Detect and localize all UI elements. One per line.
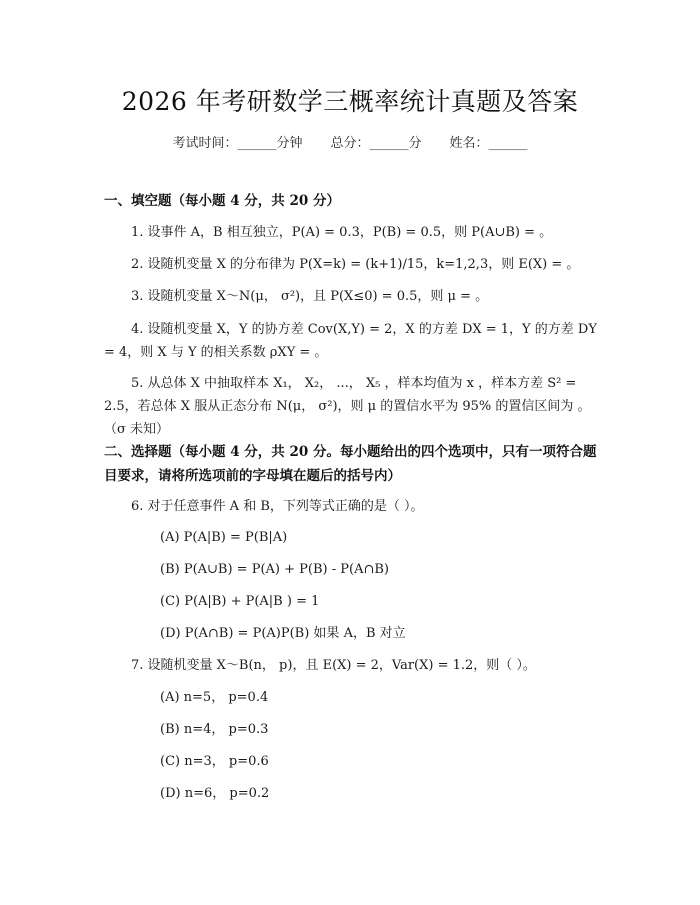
question-6-option-a: (A) P(A|B) = P(B|A) [160, 530, 288, 545]
question-1: 1. 设事件 A，B 相互独立，P(A) = 0.3，P(B) = 0.5，则 P(A∪B) = 。 [131, 225, 553, 240]
exam-name: 姓名：______ [449, 136, 528, 151]
exam-time: 考试时间：______分钟 [172, 136, 303, 151]
exam-meta [0, 132, 700, 151]
question-7-option-c: (C) n=3， p=0.6 [160, 754, 269, 769]
question-7: 7. 设随机变量 X～B(n， p)，且 E(X) = 2，Var(X) = 1.2，则（ ）。 [131, 658, 536, 673]
question-6-option-c: (C) P(A|B) + P(A|B ) = 1 [160, 594, 320, 609]
question-6: 6. 对于任意事件 A 和 B，下列等式正确的是（ ）。 [131, 499, 424, 514]
section-heading-choice: 二、选择题（每小题 4 分，共 20 分。每小题给出的四个选项中，只有一项符合题目要求，请将所选项前的字母填在题后的括号内） [104, 444, 597, 484]
section-heading-fill: 一、填空题（每小题 4 分，共 20 分） [104, 193, 340, 209]
question-6-option-d: (D) P(A∩B) = P(A)P(B) 如果 A，B 对立 [160, 626, 406, 641]
question-5: 5. 从总体 X 中抽取样本 X₁， X₂， ...， X₅ ，样本均值为 x ，样本方差 S² = 2.5，若总体 X 服从正态分布 N(μ， σ²)，则 μ 的置信水平为 95% 的置信区间为 。（σ 未知） [104, 376, 591, 437]
question-6-option-b: (B) P(A∪B) = P(A) + P(B) - P(A∩B) [160, 562, 389, 577]
page-title: 2026 年考研数学三概率统计真题及答案 [121, 87, 579, 116]
question-7-option-b: (B) n=4， p=0.3 [160, 722, 269, 737]
question-4: 4. 设随机变量 X，Y 的协方差 Cov(X,Y) = 2，X 的方差 DX = 1，Y 的方差 DY = 4，则 X 与 Y 的相关系数 ρXY = 。 [104, 322, 597, 360]
question-3: 3. 设随机变量 X～N(μ， σ²)，且 P(X≤0) = 0.5，则 μ = 。 [131, 289, 489, 304]
question-7-option-a: (A) n=5， p=0.4 [160, 690, 269, 705]
question-7-option-d: (D) n=6， p=0.2 [160, 786, 270, 801]
question-2: 2. 设随机变量 X 的分布律为 P(X=k) = (k+1)/15，k=1,2,3，则 E(X) = 。 [131, 257, 580, 272]
exam-score: 总分：______分 [330, 136, 422, 151]
